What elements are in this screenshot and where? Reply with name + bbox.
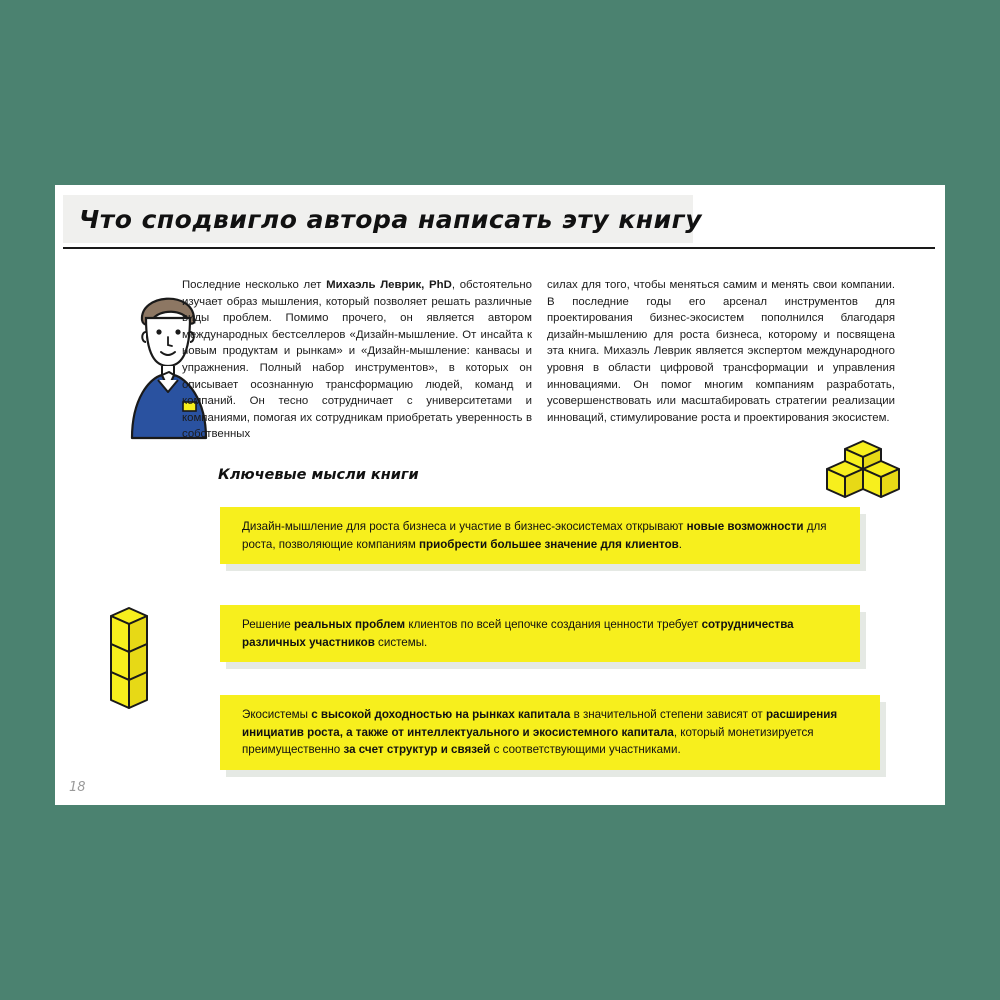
page-title-banner (63, 195, 702, 243)
key-thought-block (220, 695, 880, 770)
page-title: Что сподвигло автора написать эту книгу (79, 204, 702, 234)
key-thought-text: Решение реальных проблем клиентов по всей цепочке создания ценности требует сотрудничества различных участников системы. (220, 605, 860, 662)
key-thought-text: Экосистемы с высокой доходностью на рынках капитала в значительной степени зависят от расширения инициатив роста, а также от интеллектуального и экосистемного капитала, который монетизируется преимущественно за счет структур и связей с соответствующими участниками. (220, 695, 880, 770)
page-number: 18 (69, 780, 86, 795)
key-thought-block (220, 605, 860, 662)
key-thoughts-heading: Ключевые мысли книги (218, 467, 419, 483)
book-page (55, 185, 945, 805)
body-column-left: Последние несколько лет Михаэль Леврик, PhD, обстоятельно изучает образ мышления, который позволяет решать различные виды проблем. Помимо прочего, он является автором международных бестселлеров «Дизайн-мышление. От инсайта к новым продуктам и рынкам» и «Дизайн-мышление: канвасы и упражнения. Полный набор инструментов», в которых он описывает осознанную трансформацию людей, команд и компаний. Он тесно сотрудничает с университетами и компаниями, помогая их сотрудникам приобретать уверенность в собственных (182, 279, 532, 441)
body-column-right: силах для того, чтобы меняться самим и менять свои компании. В последние годы его арсенал инструментов для проектирования бизнес-экосистем пополнился благодаря дизайн-мышлению для роста бизнеса, которому и посвящена эта книга. Михаэль Леврик является экспертом международного уровня в области цифровой трансформации и управления инновациями. Он помог многим компаниям разработать, усовершенствовать или масштабировать стратегии реализации инноваций, стимулирование роста и проектирования экосистем. (547, 279, 895, 424)
key-thought-text: Дизайн-мышление для роста бизнеса и участие в бизнес-экосистемах открывают новые возможности для роста, позволяющие компаниям приобрести большее значение для клиентов. (220, 507, 860, 564)
yellow-cube-tower-icon (95, 600, 175, 730)
key-thought-block (220, 507, 860, 564)
yellow-cubes-cluster-icon (815, 435, 925, 515)
title-divider (63, 247, 935, 249)
